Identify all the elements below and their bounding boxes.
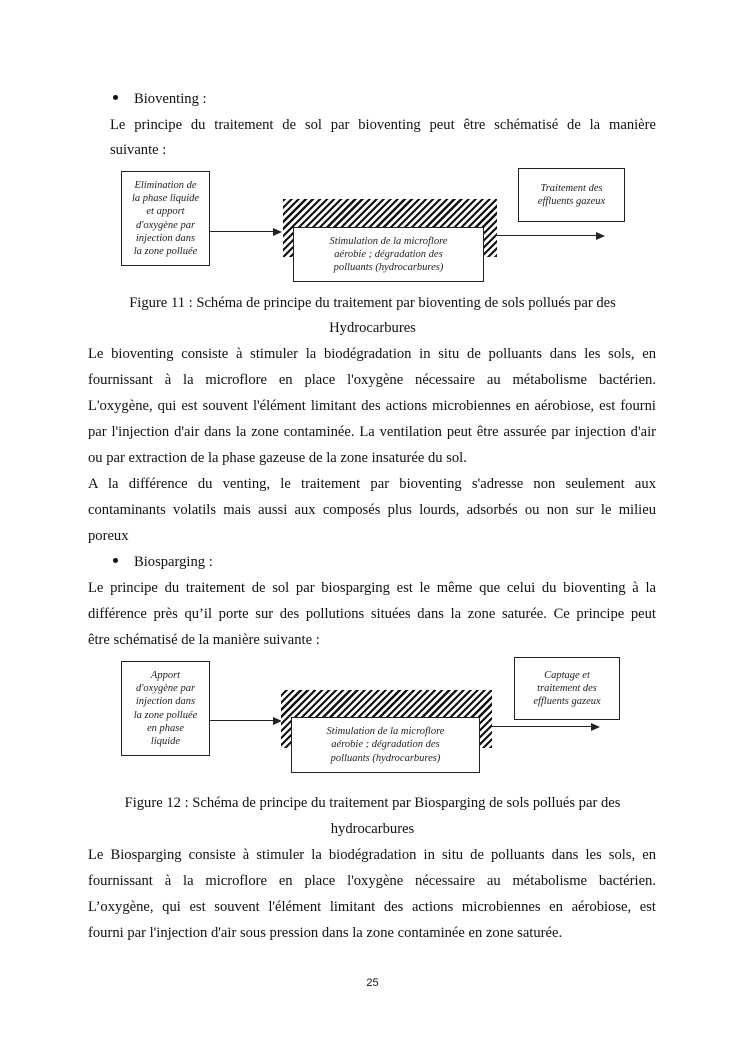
fig11-arrow-1 [210, 231, 274, 232]
paragraph-line: fournissant à la microflore en place l'oxygène nécessaire au métabolisme bactérien. [88, 372, 656, 388]
fig11-center-box [293, 227, 484, 282]
bullet-label: Biosparging : [134, 554, 213, 570]
box-line: la zone polluée [133, 709, 198, 721]
fig11-input-box [121, 171, 210, 266]
bullet-dot-icon [113, 95, 118, 100]
figure-12-caption-line1: Figure 12 : Schéma de principe du traitement par Biosparging de sols pollués par des [124, 795, 621, 811]
figure-11-caption-line2: Hydrocarbures [329, 320, 416, 336]
box-line: traitement des [537, 682, 597, 694]
fig12-input-box [121, 661, 210, 756]
bullet-bioventing [113, 90, 207, 108]
box-line: liquide [150, 736, 181, 748]
bioventing-intro-line1: Le principe du traitement de sol par bioventing peut être schématisé de la manière [110, 117, 656, 133]
box-line: injection dans [135, 232, 196, 244]
paragraph-line: contaminants volatils mais aussi aux composés plus lourds, adsorbés ou non sur le milieu [88, 502, 656, 518]
box-line: aérobie ; dégradation des [334, 248, 443, 260]
fig12-arrow-2 [492, 726, 592, 727]
fig11-output-box [518, 168, 625, 222]
paragraph-line: fourni par l'injection d'air sous pression dans la zone contaminée en zone saturée. [88, 925, 563, 941]
figure-12-caption-line2: hydrocarbures [330, 821, 415, 837]
paragraph-line: L'oxygène, qui est souvent l'élément limitant des actions microbiennes en aérobiose, est fourni [88, 398, 656, 414]
arrow-head-icon [273, 228, 282, 236]
bioventing-intro-line2: suivante : [110, 142, 167, 158]
bullet-label: Bioventing : [134, 91, 207, 107]
box-line: Elimination de [134, 179, 197, 191]
fig11-arrow-2 [497, 235, 597, 236]
box-line: la phase liquide [131, 192, 200, 204]
box-line: Traitement des [540, 182, 603, 194]
box-line: polluants (hydrocarbures) [330, 752, 441, 764]
page-number: 25 [366, 977, 379, 989]
bullet-biosparging [113, 553, 213, 571]
box-line: effluents gazeux [533, 696, 601, 708]
paragraph-line: poreux [88, 528, 129, 544]
fig12-output-box [514, 657, 620, 720]
paragraph-line: Le Biosparging consiste à stimuler la biodégradation in situ de polluants dans les sols, en [88, 847, 656, 863]
box-line: polluants (hydrocarbures) [333, 262, 444, 274]
box-line: aérobie ; dégradation des [331, 739, 440, 751]
paragraph-line: Le bioventing consiste à stimuler la biodégradation in situ de polluants dans les sols, en [88, 346, 656, 362]
box-line: effluents gazeux [537, 196, 606, 207]
box-line: Apport [150, 669, 181, 681]
paragraph-line: être schématisé de la manière suivante : [88, 632, 320, 648]
paragraph-line: fournissant à la microflore en place l'oxygène nécessaire au métabolisme bactérien. [88, 873, 656, 889]
box-line: injection dans [135, 696, 196, 708]
fig12-center-box [291, 717, 480, 773]
paragraph-line: L’oxygène, qui est souvent l'élément limitant des actions microbiennes en aérobiose, est [88, 899, 656, 915]
box-line: Captage et [544, 669, 590, 681]
paragraph-line: A la différence du venting, le traitement par bioventing s'adresse non seulement aux [88, 476, 656, 492]
paragraph-line: par l'injection d'air dans la zone contaminée. La ventilation peut être assurée par injection d'air [88, 424, 656, 440]
figure-11-caption-line1: Figure 11 : Schéma de principe du traitement par bioventing de sols pollués par des [129, 295, 616, 311]
box-line: la zone polluée [133, 246, 198, 258]
bullet-dot-icon [113, 558, 118, 563]
arrow-head-icon [591, 723, 600, 731]
paragraph-line: Le principe du traitement de sol par biosparging est le même que celui du bioventing à la [88, 580, 656, 596]
box-line: Stimulation de la microflore [326, 726, 445, 738]
box-line: d'oxygène par [135, 682, 196, 694]
paragraph-line: différence près qu’il porte sur des pollutions situées dans la zone saturée. Ce principe peut [88, 606, 656, 622]
paragraph-line: ou par extraction de la phase gazeuse de la zone insaturée du sol. [88, 450, 467, 466]
box-line: et apport [146, 206, 185, 218]
fig12-arrow-1 [210, 720, 274, 721]
arrow-head-icon [596, 232, 605, 240]
box-line: Stimulation de la microflore [329, 235, 448, 247]
box-line: d'oxygène par [135, 219, 196, 231]
box-line: en phase [146, 722, 185, 734]
